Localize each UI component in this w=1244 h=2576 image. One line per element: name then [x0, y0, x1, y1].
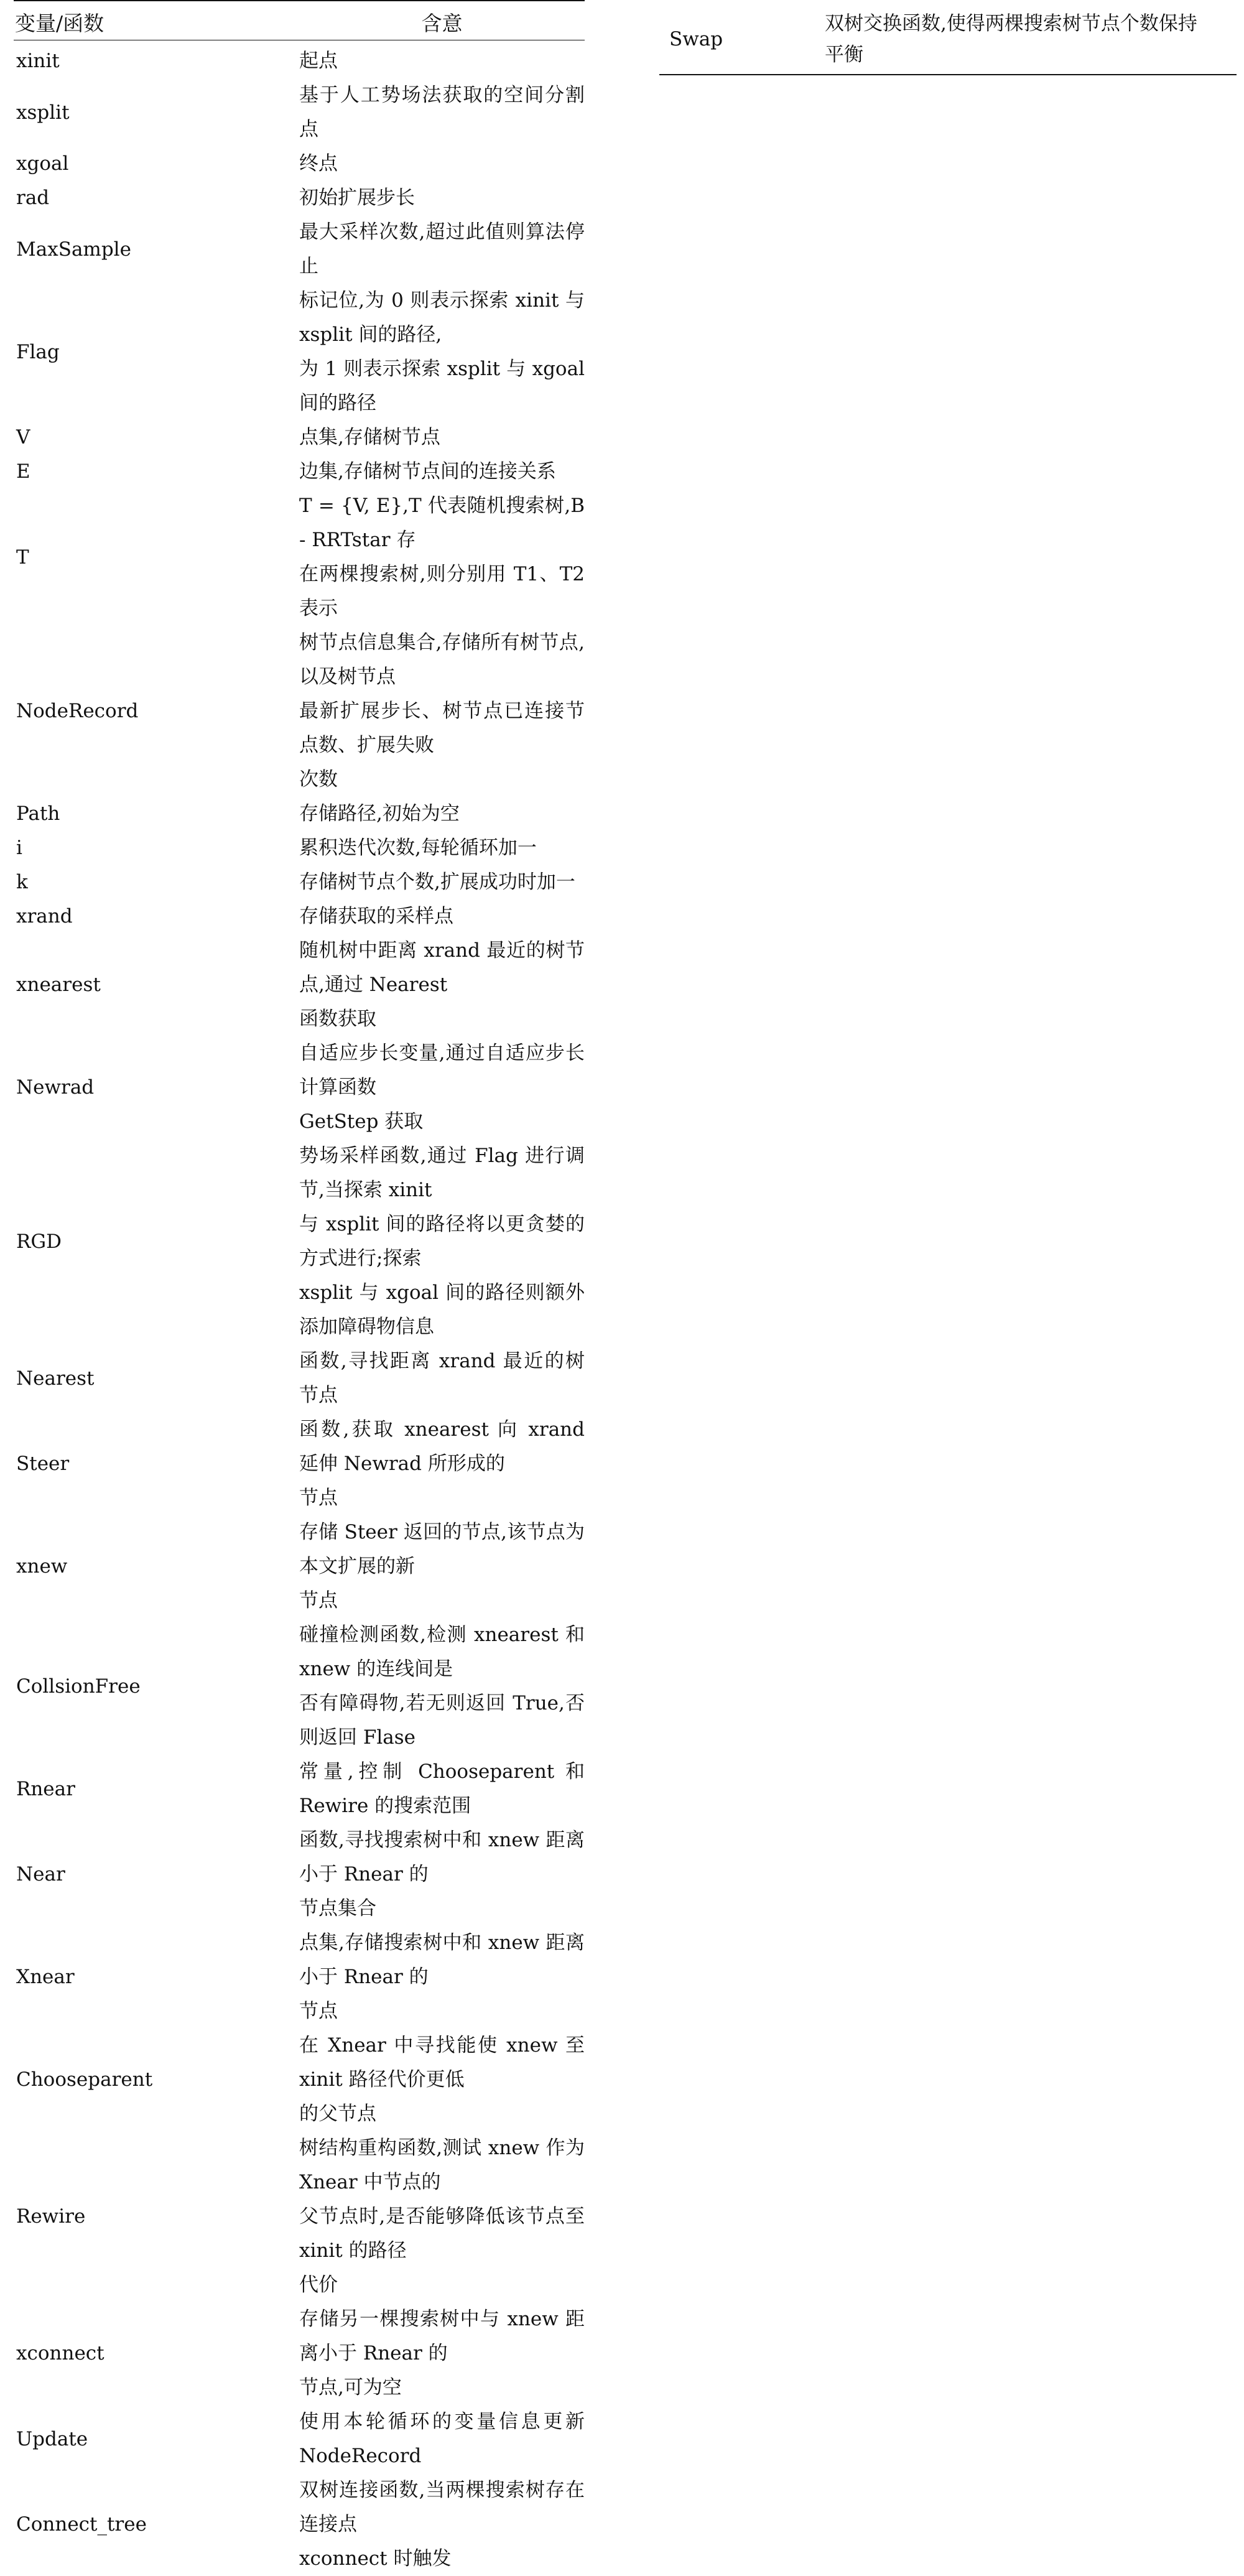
variable-cell: NodeRecord [14, 626, 299, 797]
variable-cell: xinit [14, 40, 299, 79]
meaning-line: 节点集合 [299, 1892, 585, 1926]
meaning-line: 的父节点 [299, 2097, 585, 2131]
table-row [14, 1515, 585, 1618]
meaning-cell [825, 0, 1237, 75]
variable-cell: k [14, 865, 299, 900]
meaning-cell: 最大采样次数,超过此值则算法停止 [299, 215, 585, 284]
meaning-line: 函数获取 [299, 1002, 585, 1036]
meaning-line: 碰撞检测函数,检测 xnearest 和 xnew 的连线间是 [299, 1618, 585, 1686]
meaning-line: 点集,存储搜索树中和 xnew 距离小于 Rnear 的 [299, 1926, 585, 1994]
variable-cell: Rnear [14, 1755, 299, 1823]
meaning-cell [299, 1036, 585, 1139]
meaning-line: 节点 [299, 1994, 585, 2029]
table-row [14, 1618, 585, 1755]
meaning-cell [299, 1926, 585, 2029]
variable-table-left-column [14, 0, 585, 2576]
meaning-cell [299, 934, 585, 1036]
table-body-continued [659, 0, 1237, 75]
table-row [14, 831, 585, 865]
meaning-line: 节点,可为空 [299, 2371, 585, 2405]
meaning-line: 在两棵搜索树,则分别用 T1、T2 表示 [299, 557, 585, 626]
table-row [14, 215, 585, 284]
variable-cell: Rewire [14, 2131, 299, 2302]
variable-table-right-column [659, 0, 1237, 75]
variable-cell: Connect_tree [14, 2473, 299, 2576]
meaning-line: 双树连接函数,当两棵搜索树存在连接点 [299, 2473, 585, 2542]
variable-cell: Flag [14, 284, 299, 421]
meaning-cell [299, 626, 585, 797]
variable-table-continued [659, 0, 1237, 75]
variable-cell: RGD [14, 1139, 299, 1344]
meaning-cell [299, 1515, 585, 1618]
meaning-cell [299, 2029, 585, 2131]
table-row [14, 865, 585, 900]
meaning-line: 节点 [299, 1481, 585, 1515]
meaning-line: 平衡 [825, 39, 1237, 70]
meaning-line: 双树交换函数,使得两棵搜索树节点个数保持 [825, 8, 1237, 39]
table-row [14, 1344, 585, 1413]
meaning-line: 为 1 则表示探索 xsplit 与 xgoal 间的路径 [299, 352, 585, 421]
meaning-line: 树结构重构函数,测试 xnew 作为 Xnear 中节点的 [299, 2131, 585, 2200]
meaning-cell [299, 489, 585, 626]
variable-cell: xrand [14, 900, 299, 934]
meaning-line: 父节点时,是否能够降低该节点至 xinit 的路径 [299, 2200, 585, 2268]
variable-cell: i [14, 831, 299, 865]
table-header-row [14, 1, 585, 40]
meaning-line: xsplit 与 xgoal 间的路径则额外添加障碍物信息 [299, 1276, 585, 1344]
header-meaning: 含意 [299, 1, 585, 40]
table-row [14, 900, 585, 934]
table-row [14, 2131, 585, 2302]
table-row [14, 78, 585, 147]
table-row [14, 1413, 585, 1515]
table-row [14, 455, 585, 489]
meaning-line: 存储另一棵搜索树中与 xnew 距离小于 Rnear 的 [299, 2302, 585, 2371]
table-row [659, 0, 1237, 75]
table-row [14, 2029, 585, 2131]
variable-cell: Swap [659, 0, 825, 75]
table-row [14, 1823, 585, 1926]
meaning-line: 自适应步长变量,通过自适应步长计算函数 [299, 1036, 585, 1105]
meaning-line: 随机树中距离 xrand 最近的树节点,通过 Nearest [299, 934, 585, 1002]
variable-cell: CollsionFree [14, 1618, 299, 1755]
meaning-line: 否有障碍物,若无则返回 True,否则返回 Flase [299, 1686, 585, 1755]
meaning-cell [299, 1618, 585, 1755]
meaning-cell [299, 2473, 585, 2576]
variable-cell: T [14, 489, 299, 626]
meaning-cell: 初始扩展步长 [299, 181, 585, 215]
table-body [14, 40, 585, 2576]
variable-cell: xconnect [14, 2302, 299, 2405]
variable-cell: xnearest [14, 934, 299, 1036]
meaning-line: 最新扩展步长、树节点已连接节点数、扩展失败 [299, 694, 585, 763]
table-row [14, 626, 585, 797]
meaning-line: xconnect 时触发 [299, 2542, 585, 2576]
meaning-cell: 存储树节点个数,扩展成功时加一 [299, 865, 585, 900]
meaning-cell [299, 1823, 585, 1926]
variable-cell: Update [14, 2405, 299, 2473]
table-row [14, 1139, 585, 1344]
meaning-line: 函数,获取 xnearest 向 xrand 延伸 Newrad 所形成的 [299, 1413, 585, 1481]
meaning-cell: 存储路径,初始为空 [299, 797, 585, 831]
meaning-cell: 起点 [299, 40, 585, 79]
table-row [14, 284, 585, 421]
variable-cell: xgoal [14, 147, 299, 181]
meaning-cell [299, 1413, 585, 1515]
table-row [14, 2405, 585, 2473]
table-row [14, 797, 585, 831]
table-row [14, 1755, 585, 1823]
variable-cell: Xnear [14, 1926, 299, 2029]
header-variable: 变量/函数 [14, 1, 299, 40]
variable-cell: xnew [14, 1515, 299, 1618]
variable-cell: Path [14, 797, 299, 831]
meaning-line: 代价 [299, 2268, 585, 2302]
table-row [14, 1926, 585, 2029]
meaning-cell: 常量,控制 Chooseparent 和 Rewire 的搜索范围 [299, 1755, 585, 1823]
variable-cell: Newrad [14, 1036, 299, 1139]
meaning-line: 次数 [299, 763, 585, 797]
meaning-cell [299, 284, 585, 421]
meaning-line: GetStep 获取 [299, 1105, 585, 1139]
meaning-cell: 累积迭代次数,每轮循环加一 [299, 831, 585, 865]
variable-cell: MaxSample [14, 215, 299, 284]
meaning-cell [299, 1139, 585, 1344]
meaning-cell: 基于人工势场法获取的空间分割点 [299, 78, 585, 147]
variable-cell: Steer [14, 1413, 299, 1515]
variable-cell: Chooseparent [14, 2029, 299, 2131]
table-row [14, 2302, 585, 2405]
meaning-line: 标记位,为 0 则表示探索 xinit 与 xsplit 间的路径, [299, 284, 585, 352]
meaning-line: T = {V, E},T 代表随机搜索树,B - RRTstar 存 [299, 489, 585, 557]
meaning-cell: 点集,存储树节点 [299, 421, 585, 455]
variable-cell: Near [14, 1823, 299, 1926]
meaning-line: 与 xsplit 间的路径将以更贪婪的方式进行;探索 [299, 1207, 585, 1276]
meaning-line: 存储 Steer 返回的节点,该节点为本文扩展的新 [299, 1515, 585, 1584]
meaning-cell [299, 2131, 585, 2302]
variable-table [14, 0, 585, 2576]
variable-cell: rad [14, 181, 299, 215]
meaning-line: 函数,寻找搜索树中和 xnew 距离小于 Rnear 的 [299, 1823, 585, 1892]
variable-cell: Nearest [14, 1344, 299, 1413]
table-row [14, 2473, 585, 2576]
meaning-line: 树节点信息集合,存储所有树节点,以及树节点 [299, 626, 585, 694]
meaning-cell: 边集,存储树节点间的连接关系 [299, 455, 585, 489]
meaning-cell: 函数,寻找距离 xrand 最近的树节点 [299, 1344, 585, 1413]
meaning-cell [299, 2302, 585, 2405]
variable-cell: E [14, 455, 299, 489]
table-row [14, 1036, 585, 1139]
meaning-cell: 终点 [299, 147, 585, 181]
table-row [14, 147, 585, 181]
meaning-line: 节点 [299, 1584, 585, 1618]
table-row [14, 489, 585, 626]
meaning-line: 在 Xnear 中寻找能使 xnew 至 xinit 路径代价更低 [299, 2029, 585, 2097]
table-row [14, 40, 585, 79]
meaning-line: 势场采样函数,通过 Flag 进行调节,当探索 xinit [299, 1139, 585, 1207]
table-row [14, 934, 585, 1036]
variable-cell: V [14, 421, 299, 455]
variable-cell: xsplit [14, 78, 299, 147]
table-row [14, 421, 585, 455]
meaning-cell: 存储获取的采样点 [299, 900, 585, 934]
table-row [14, 181, 585, 215]
meaning-cell: 使用本轮循环的变量信息更新 NodeRecord [299, 2405, 585, 2473]
